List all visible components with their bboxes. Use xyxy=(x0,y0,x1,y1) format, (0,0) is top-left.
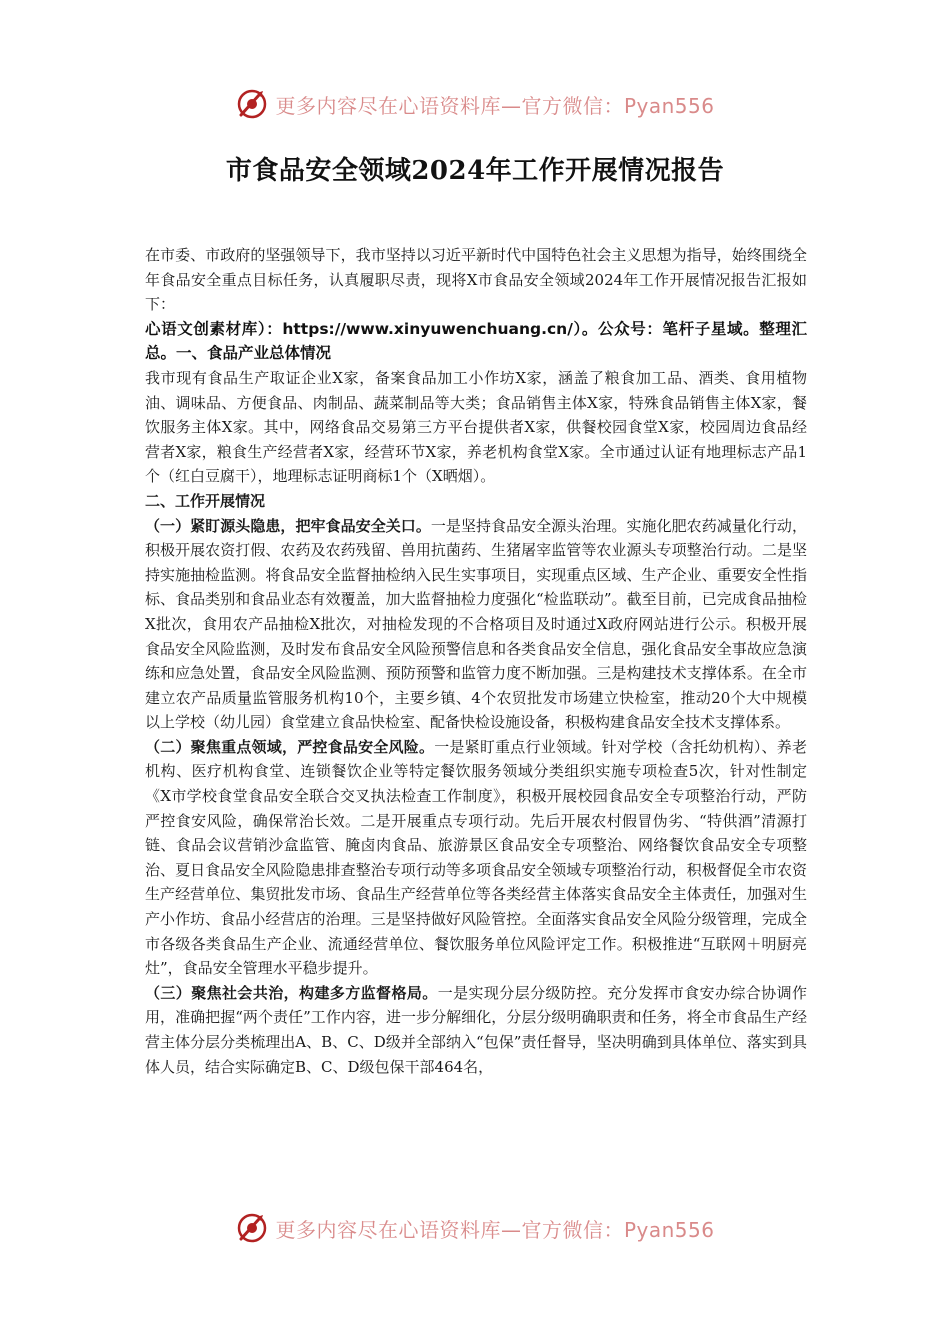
section2-heading: 二、工作开展情况 xyxy=(145,491,266,510)
banner-text: 更多内容尽在心语资料库—官方微信：Pyan556 xyxy=(275,1217,715,1242)
source-note: 心语文创素材库）：https://www.xinyuwenchuang.cn/）。公众号：笔杆子星域。整理汇总。一、食品产业总体情况 xyxy=(145,319,807,363)
document-body xyxy=(145,243,807,1079)
document-title: 市食品安全领域2024年工作开展情况报告 xyxy=(225,156,725,186)
part1-paragraph xyxy=(145,514,807,735)
part2-lead: （二）聚焦重点领域，严控食品安全风险。 xyxy=(145,737,435,756)
part3-paragraph xyxy=(145,981,807,1079)
part2-body: 一是紧盯重点行业领域。针对学校（含托幼机构）、养老机构、医疗机构食堂、连锁餐饮企业等特定餐饮服务领域分类组织实施专项检查5次，针对性制定《X市学校食堂食品安全联合交叉执法检查工作制度》，积极开展校园食品安全专项整治行动，严防严控食安风险，确保常治长效。二是开展重点专项行动。先后开展农村假冒伪劣、“特供酒”清源打链、食品会议营销沙盒监管、腌卤肉食品、旅游景区食品安全专项整治、网络餐饮食品安全专项整治、夏日食品安全风险隐患排查整治专项行动等多项食品安全领域专项整治行动，积极督促全市农资生产经营单位、集贸批发市场、食品生产经营单位等各类经营主体落实食品安全主体责任，加强对生产小作坊、食品小经营店的治理。三是坚持做好风险管控。全面落实食品安全风险分级管理，完成全市各级各类食品生产企业、流通经营单位、餐饮服务单位风险评定工作。积极推进“互联网＋明厨亮灶”，食品安全管理水平稳步提升。 xyxy=(145,737,807,978)
brand-logo-icon xyxy=(235,87,269,121)
brand-logo-icon xyxy=(235,1211,269,1245)
part2-paragraph xyxy=(145,735,807,981)
footer-watermark-banner xyxy=(0,1206,950,1250)
part3-body: 一是实现分层分级防控。充分发挥市食安办综合协调作用，准确把握“两个责任”工作内容，进一步分解细化，分层分级明确职责和任务，将全市食品生产经营主体分层分类梳理出A、B、C、D级并全部纳入“包保”责任督导，坚决明确到具体单位、落实到具体人员，结合实际确定B、C、D级包保干部464名， xyxy=(145,983,807,1076)
intro-paragraph: 在市委、市政府的坚强领导下，我市坚持以习近平新时代中国特色社会主义思想为指导，始终围绕全年食品安全重点目标任务，认真履职尽责，现将X市食品安全领域2024年工作开展情况报告汇报如下： xyxy=(145,246,807,314)
header-watermark-banner xyxy=(0,82,950,126)
part1-body: 一是坚持食品安全源头治理。实施化肥农药减量化行动，积极开展农资打假、农药及农药残留、兽用抗菌药、生猪屠宰监管等农业源头专项整治行动。二是坚持实施抽检监测。将食品安全监督抽检纳入民生实事项目，实现重点区域、生产企业、重要安全性指标、食品类别和食品业态有效覆盖，加大监督抽检力度强化“检监联动”。截至目前，已完成食品抽检X批次，食用农产品抽检X批次，对抽检发现的不合格项目及时通过X政府网站进行公示。积极开展食品安全风险监测，及时发布食品安全风险预警信息和各类食品安全信息，强化食品安全事故应急演练和应急处置，食品安全风险监测、预防预警和监管力度不断加强。三是构建技术支撑体系。在全市建立农产品质量监管服务机构10个，主要乡镇、4个农贸批发市场建立快检室，推动20个大中规模以上学校（幼儿园）食堂建立食品快检室、配备快检设施设备，积极构建食品安全技术支撑体系。 xyxy=(145,516,807,732)
banner-text: 更多内容尽在心语资料库—官方微信：Pyan556 xyxy=(275,93,715,118)
part1-lead: （一）紧盯源头隐患，把牢食品安全关口。 xyxy=(145,516,431,535)
part3-lead: （三）聚焦社会共治，构建多方监督格局。 xyxy=(145,983,438,1002)
section1-paragraph: 我市现有食品生产取证企业X家，备案食品加工小作坊X家，涵盖了粮食加工品、酒类、食用植物油、调味品、方便食品、肉制品、蔬菜制品等大类；食品销售主体X家，特殊食品销售主体X家，餐饮服务主体X家。其中，网络食品交易第三方平台提供者X家，供餐校园食堂X家，校园周边食品经营者X家，粮食生产经营者X家，经营环节X家，养老机构食堂X家。全市通过认证有地理标志产品1个（红白豆腐干），地理标志证明商标1个（X晒烟）。 xyxy=(145,368,807,486)
